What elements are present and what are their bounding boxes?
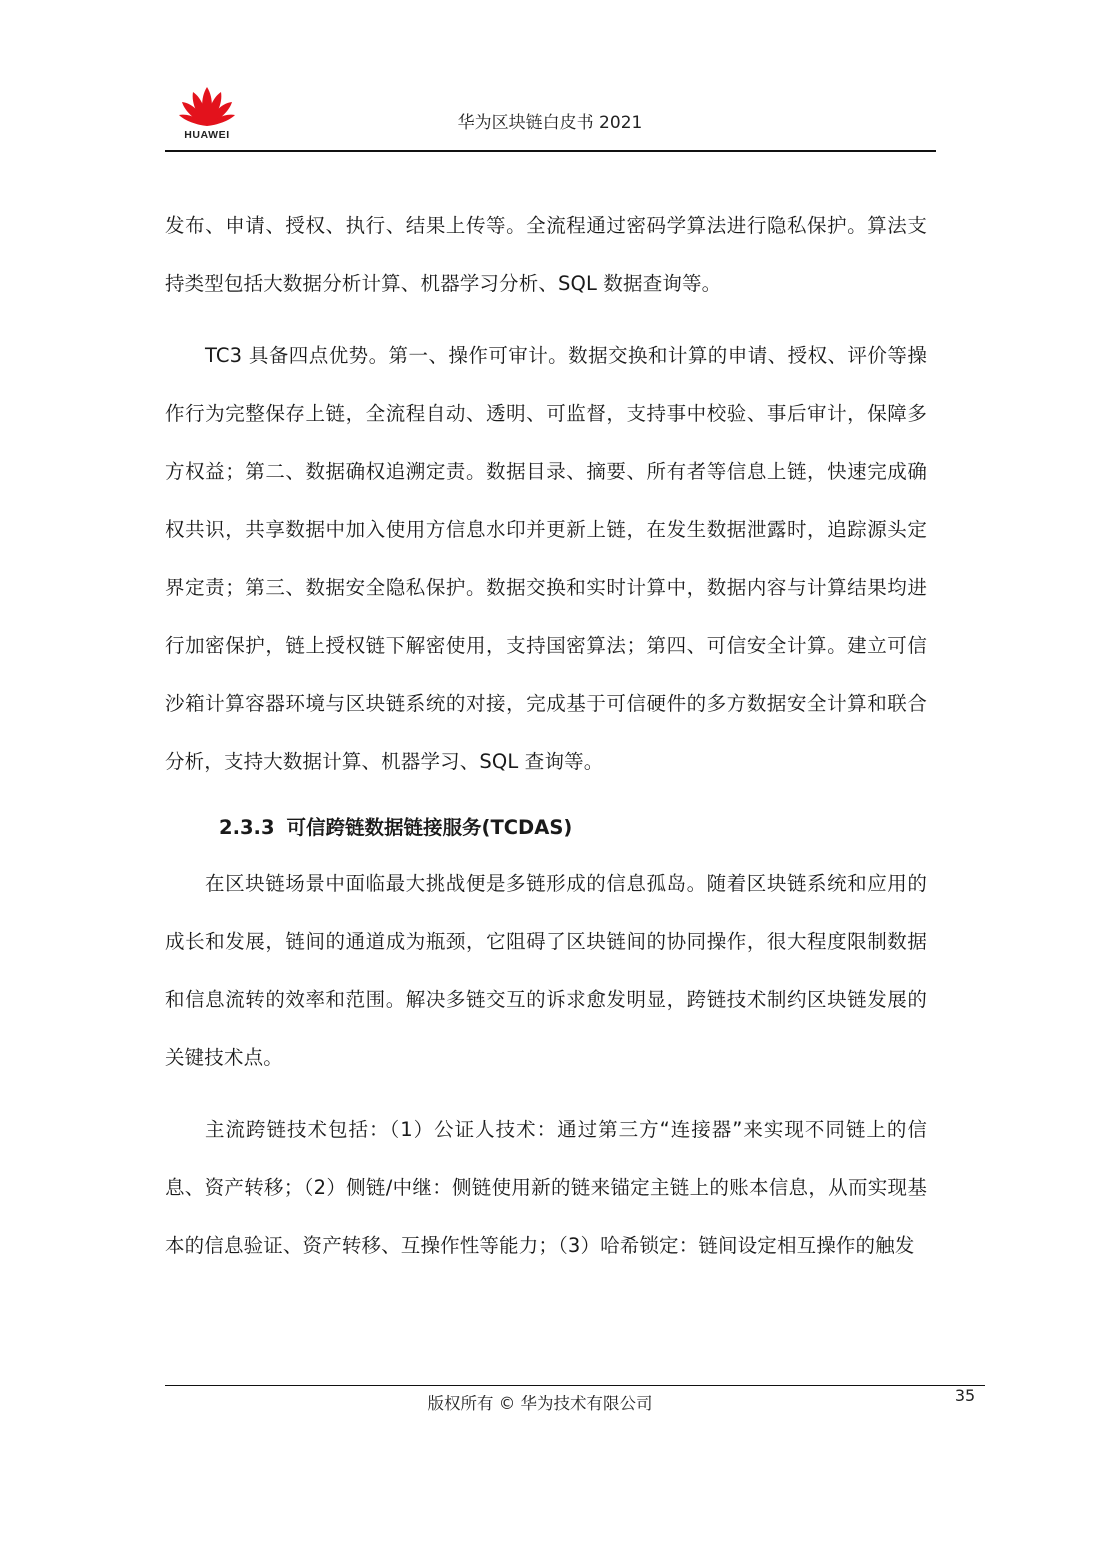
document-title: 华为区块链白皮书 2021 xyxy=(457,113,643,133)
section-number: 2.3.3 xyxy=(219,816,275,839)
paragraph-3: 在区块链场景中面临最大挑战便是多链形成的信息孤岛。随着区块链系统和应用的成长和发展，链间的通道成为瓶颈，它阻碍了区块链间的协同操作，很大程度限制数据和信息流转的效率和范围。解决多链交互的诉求愈发明显，跨链技术制约区块链发展的关键技术点。 xyxy=(165,872,927,1069)
section-title: 可信跨链数据链接服务(TCDAS) xyxy=(286,816,573,839)
header-divider xyxy=(165,150,936,152)
page-body xyxy=(165,197,927,1275)
huawei-flower-icon xyxy=(176,84,238,130)
paragraph-4: 主流跨链技术包括：（1）公证人技术：通过第三方“连接器”来实现不同链上的信息、资产转移；（2）侧链/中继：侧链使用新的链来锚定主链上的账本信息，从而实现基本的信息验证、资产转移、互操作性等能力；（3）哈希锁定：链间设定相互操作的触发 xyxy=(165,1118,927,1257)
paragraph-2: TC3 具备四点优势。第一、操作可审计。数据交换和计算的申请、授权、评价等操作行为完整保存上链，全流程自动、透明、可监督，支持事中校验、事后审计，保障多方权益；第二、数据确权追溯定责。数据目录、摘要、所有者等信息上链，快速完成确权共识，共享数据中加入使用方信息水印并更新上链，在发生数据泄露时，追踪源头定界定责；第三、数据安全隐私保护。数据交换和实时计算中，数据内容与计算结果均进行加密保护，链上授权链下解密使用，支持国密算法；第四、可信安全计算。建立可信沙箱计算容器环境与区块链系统的对接，完成基于可信硬件的多方数据安全计算和联合分析，支持大数据计算、机器学习、SQL 查询等。 xyxy=(165,344,927,773)
logo-wordmark: HUAWEI xyxy=(184,129,230,141)
footer-divider xyxy=(165,1385,985,1386)
page-number: 35 xyxy=(954,1386,976,1405)
footer-copyright: 版权所有 © 华为技术有限公司 xyxy=(427,1394,653,1413)
paragraph-1: 发布、申请、授权、执行、结果上传等。全流程通过密码学算法进行隐私保护。算法支持类型包括大数据分析计算、机器学习分析、SQL 数据查询等。 xyxy=(165,214,927,295)
section-heading xyxy=(165,803,927,853)
huawei-logo xyxy=(176,84,238,144)
